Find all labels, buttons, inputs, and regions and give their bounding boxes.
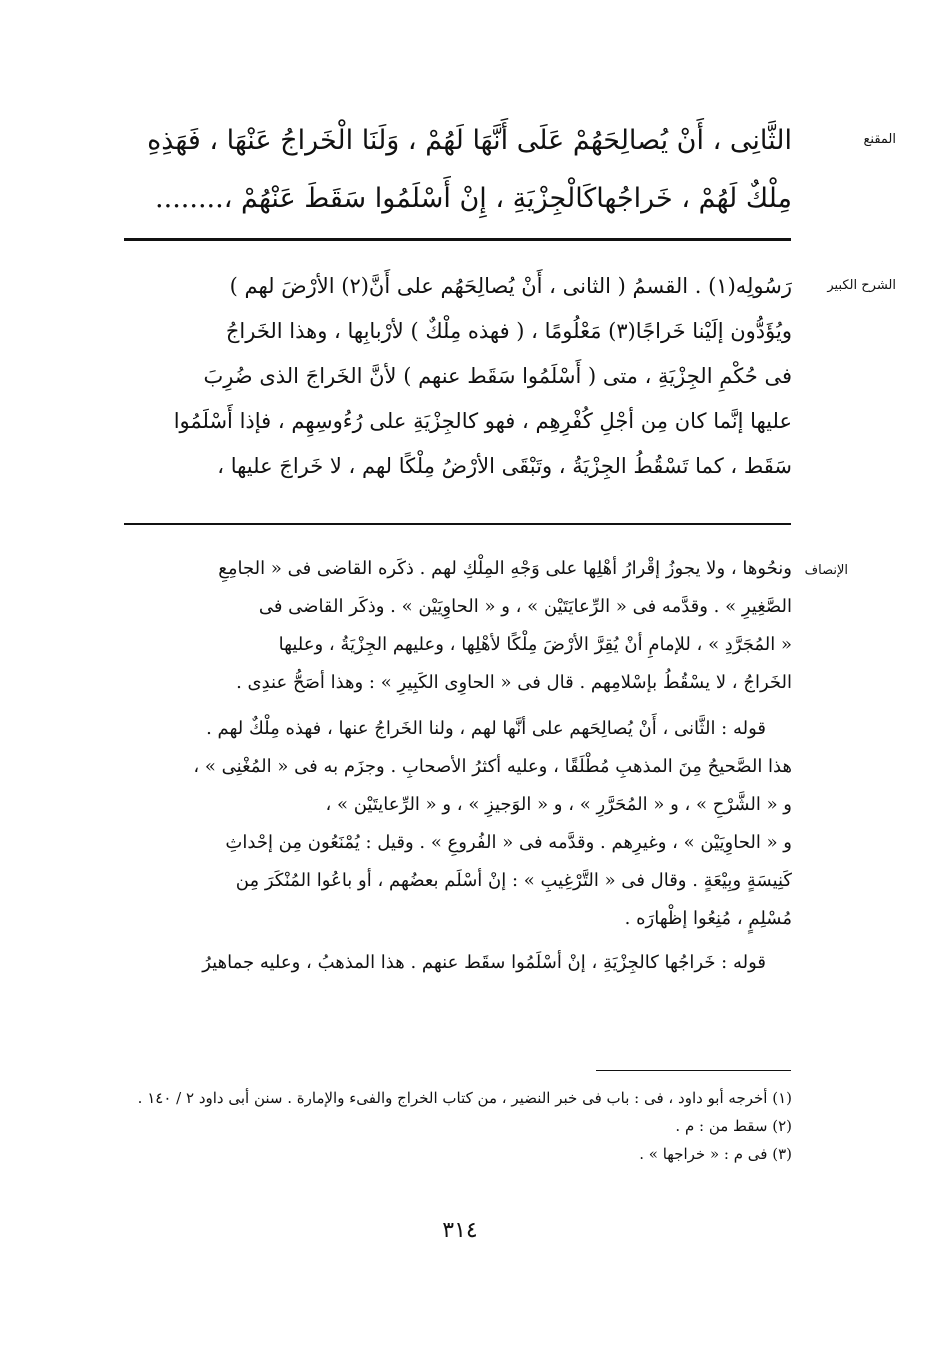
insaf-p2-line-5: كَنِيسَةٍ وبِيْعَةٍ . وقال فى « التَّرْغِيبِ » : إنْ أسْلَم بعضُهم ، أو باعُوا المُنْكَرَ مِن bbox=[235, 870, 792, 891]
insaf-text bbox=[124, 550, 792, 982]
insaf-paragraph-3 bbox=[124, 944, 792, 982]
muqni-separator bbox=[124, 238, 791, 241]
insaf-paragraph-2 bbox=[124, 710, 792, 938]
page-number: ٣١٤ bbox=[442, 1218, 478, 1243]
footnote-3: (٣) فى م : « خراجها » . bbox=[639, 1145, 792, 1163]
footnote-separator bbox=[596, 1070, 791, 1071]
sharh-separator bbox=[124, 523, 791, 525]
insaf-p1-line-3: « المُجَرَّدِ » ، للإمامِ أنْ يُقِرَّ الأرْضَ مِلْكًا لأهْلِها ، وعليهم الجِزْيَةُ ، وعليها bbox=[278, 634, 792, 655]
insaf-p2-line-2: هذا الصَّحيحُ مِنَ المذهبِ مُطْلَقًا ، وعليه أكثرُ الأصحابِ . وجزَم به فى « المُغْنِى » ، bbox=[193, 756, 792, 777]
insaf-p1-line-2: الصَّغِيرِ » . وقدَّمه فى « الرِّعايَتَيْن » ، و « الحاوِيَيْن » . وذكَر القاضى فى bbox=[258, 596, 792, 617]
insaf-p1-line-4: الخَراجُ ، لا يسْقُطُ بإسْلامِهم . قال فى « الحاوِى الكَبِيرِ » : وهذا أصَحُّ عندِى . bbox=[236, 672, 792, 693]
sharh-line-5: سَقَط ، كما تَسْقُطُ الجِزْيَةُ ، وتَبْقَى الأرْضُ مِلْكًا لهم ، لا خَراجَ عليها ، bbox=[217, 454, 792, 478]
insaf-p2-line-3: و « الشَّرْحِ » ، و « المُحَرَّرِ » ، و « الوَجيزِ » ، و « الرِّعايتَيْن » ، bbox=[325, 794, 792, 815]
muqni-line-1: الثَّانِى ، أَنْ يُصالِحَهُمْ عَلَى أَنَّهَا لَهُمْ ، وَلَنَا الْخَراجُ عَنْهَا ، فَهَذِهِ bbox=[147, 125, 792, 156]
sharh-text bbox=[124, 264, 792, 489]
muqni-line-2: مِلْكٌ لَهُمْ ، خَراجُهاكَالْجِزْيَةِ ، إِنْ أَسْلَمُوا سَقَطَ عَنْهُمْ ،........ bbox=[155, 183, 792, 214]
sharh-line-4: عليها إنَّما كان مِن أجْلِ كُفْرِهِم ، فهو كالجِزْيَةِ على رُءُوسِهِم ، فإذا أَسْلَمُوا bbox=[173, 409, 792, 433]
muqni-text bbox=[124, 112, 792, 228]
sharh-line-2: ويُؤَدُّون إلَيْنا خَراجًا(٣) مَعْلُومًا ، ( فهذه مِلْكٌ ) لأرْبابِها ، وهذا الخَراجُ bbox=[225, 319, 792, 343]
insaf-p2-line-1: قوله : الثَّانى ، أَنْ يُصالِحَهم على أنَّها لهم ، ولنا الخَراجُ عنها ، فهذه مِلْكٌ لهم . bbox=[206, 718, 766, 739]
sharh-line-1: رَسُولِه(١) . القسمُ ( الثانى ، أَنْ يُصالِحَهُم على أَنَّ(٢) الأرْضَ لهم ) bbox=[229, 274, 792, 298]
insaf-paragraph-1 bbox=[124, 550, 792, 702]
insaf-p2-line-6: مُسْلِمٍ ، مُنِعُوا إظْهارَه . bbox=[624, 908, 792, 929]
sharh-label: الشرح الكبير bbox=[827, 278, 896, 293]
footnote-2: (٢) سقط من : م . bbox=[675, 1117, 792, 1135]
footnote-1: (١) أخرجه أبو داود ، فى : باب فى خبر النضير ، من كتاب الخراج والفىء والإمارة . سنن أبى داود ٢ / ١٤٠ . bbox=[137, 1089, 792, 1107]
insaf-p3-line-1: قوله : خَراجُها كالجِزْيَةِ ، إنْ أسْلَمُوا سقَط عنهم . هذا المذهبُ ، وعليه جماهيرُ bbox=[202, 952, 766, 973]
footnotes bbox=[124, 1084, 792, 1168]
sharh-line-3: فى حُكْمِ الجِزْيَةِ ، متى ( أَسْلَمُوا سَقَط عنهم ) لأنَّ الخَراجَ الذى ضُرِبَ bbox=[203, 364, 792, 388]
insaf-p2-line-4: و « الحاوِيَيْن » ، وغيرِهم . وقدَّمه فى « الفُروعِ » . وقيل : يُمْنَعُون مِن إحْداثِ bbox=[225, 832, 792, 853]
insaf-p1-line-1: ونحُوها ، ولا يجوزُ إقْرارُ أهْلِها على وَجْهِ المِلْكِ لهم . ذكَره القاضى فى « الجامِعِ bbox=[218, 558, 792, 579]
muqni-label: المقنع bbox=[863, 132, 896, 147]
insaf-label: الإنصاف bbox=[804, 563, 848, 578]
